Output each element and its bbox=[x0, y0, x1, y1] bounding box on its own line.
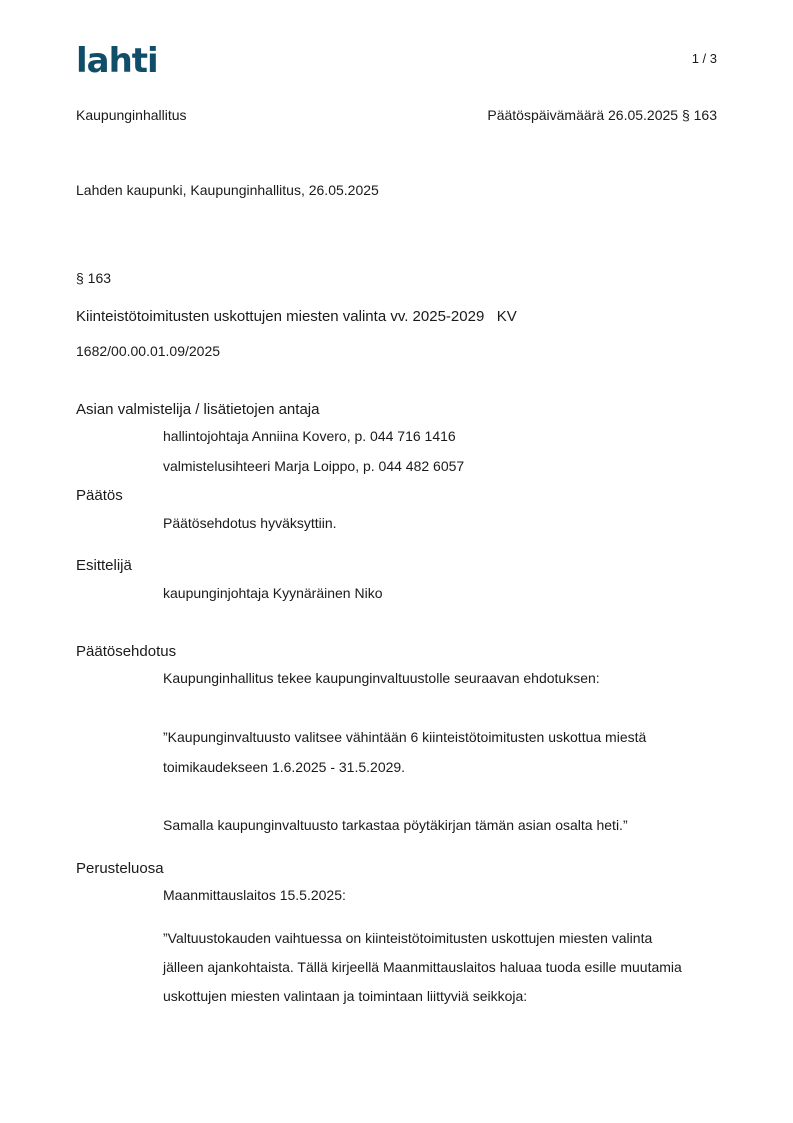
proposal-quote-line-3: Samalla kaupunginvaltuusto tarkastaa pöytäkirjan tämän asian osalta heti.” bbox=[163, 817, 628, 833]
record-id: 1682/00.00.01.09/2025 bbox=[76, 343, 221, 359]
decision-text: Päätösehdotus hyväksyttiin. bbox=[163, 515, 337, 531]
preparer-1: hallintojohtaja Anniina Kovero, p. 044 716 1416 bbox=[163, 428, 456, 444]
proposal-heading: Päätösehdotus bbox=[76, 643, 177, 660]
page-number: 1 / 3 bbox=[691, 51, 717, 66]
paragraph-number: § 163 bbox=[76, 270, 112, 286]
decision-date-paragraph: Päätöspäivämäärä 26.05.2025 § 163 bbox=[487, 107, 717, 123]
grounds-heading: Perusteluosa bbox=[76, 860, 164, 877]
grounds-quote-line-3: uskottujen miesten valintaan ja toimintaan liittyviä seikkoja: bbox=[163, 988, 528, 1004]
organ-name: Kaupunginhallitus bbox=[76, 107, 187, 123]
grounds-quote-line-1: ”Valtuustokauden vaihtuessa on kiinteistötoimitusten uskottujen miesten valinta bbox=[163, 930, 653, 946]
preparer-heading: Asian valmistelija / lisätietojen antaja bbox=[76, 401, 320, 418]
lahti-logo: lahti bbox=[76, 41, 158, 81]
proposal-quote-line-2: toimikaudekseen 1.6.2025 - 31.5.2029. bbox=[163, 759, 406, 775]
meeting-line: Lahden kaupunki, Kaupunginhallitus, 26.05.2025 bbox=[76, 182, 379, 198]
document-title: Kiinteistötoimitusten uskottujen miesten valinta vv. 2025-2029 KV bbox=[76, 308, 517, 325]
proposal-intro: Kaupunginhallitus tekee kaupunginvaltuustolle seuraavan ehdotuksen: bbox=[163, 670, 600, 686]
preparer-2: valmistelusihteeri Marja Loippo, p. 044 482 6057 bbox=[163, 458, 465, 474]
decision-heading: Päätös bbox=[76, 487, 123, 504]
grounds-source: Maanmittauslaitos 15.5.2025: bbox=[163, 887, 346, 903]
presenter-heading: Esittelijä bbox=[76, 557, 132, 574]
presenter-text: kaupunginjohtaja Kyynäräinen Niko bbox=[163, 585, 383, 601]
proposal-quote-line-1: ”Kaupunginvaltuusto valitsee vähintään 6 kiinteistötoimitusten uskottua miestä bbox=[163, 729, 647, 745]
grounds-quote-line-2: jälleen ajankohtaista. Tällä kirjeellä Maanmittauslaitos haluaa tuoda esille muutamia bbox=[163, 959, 682, 975]
